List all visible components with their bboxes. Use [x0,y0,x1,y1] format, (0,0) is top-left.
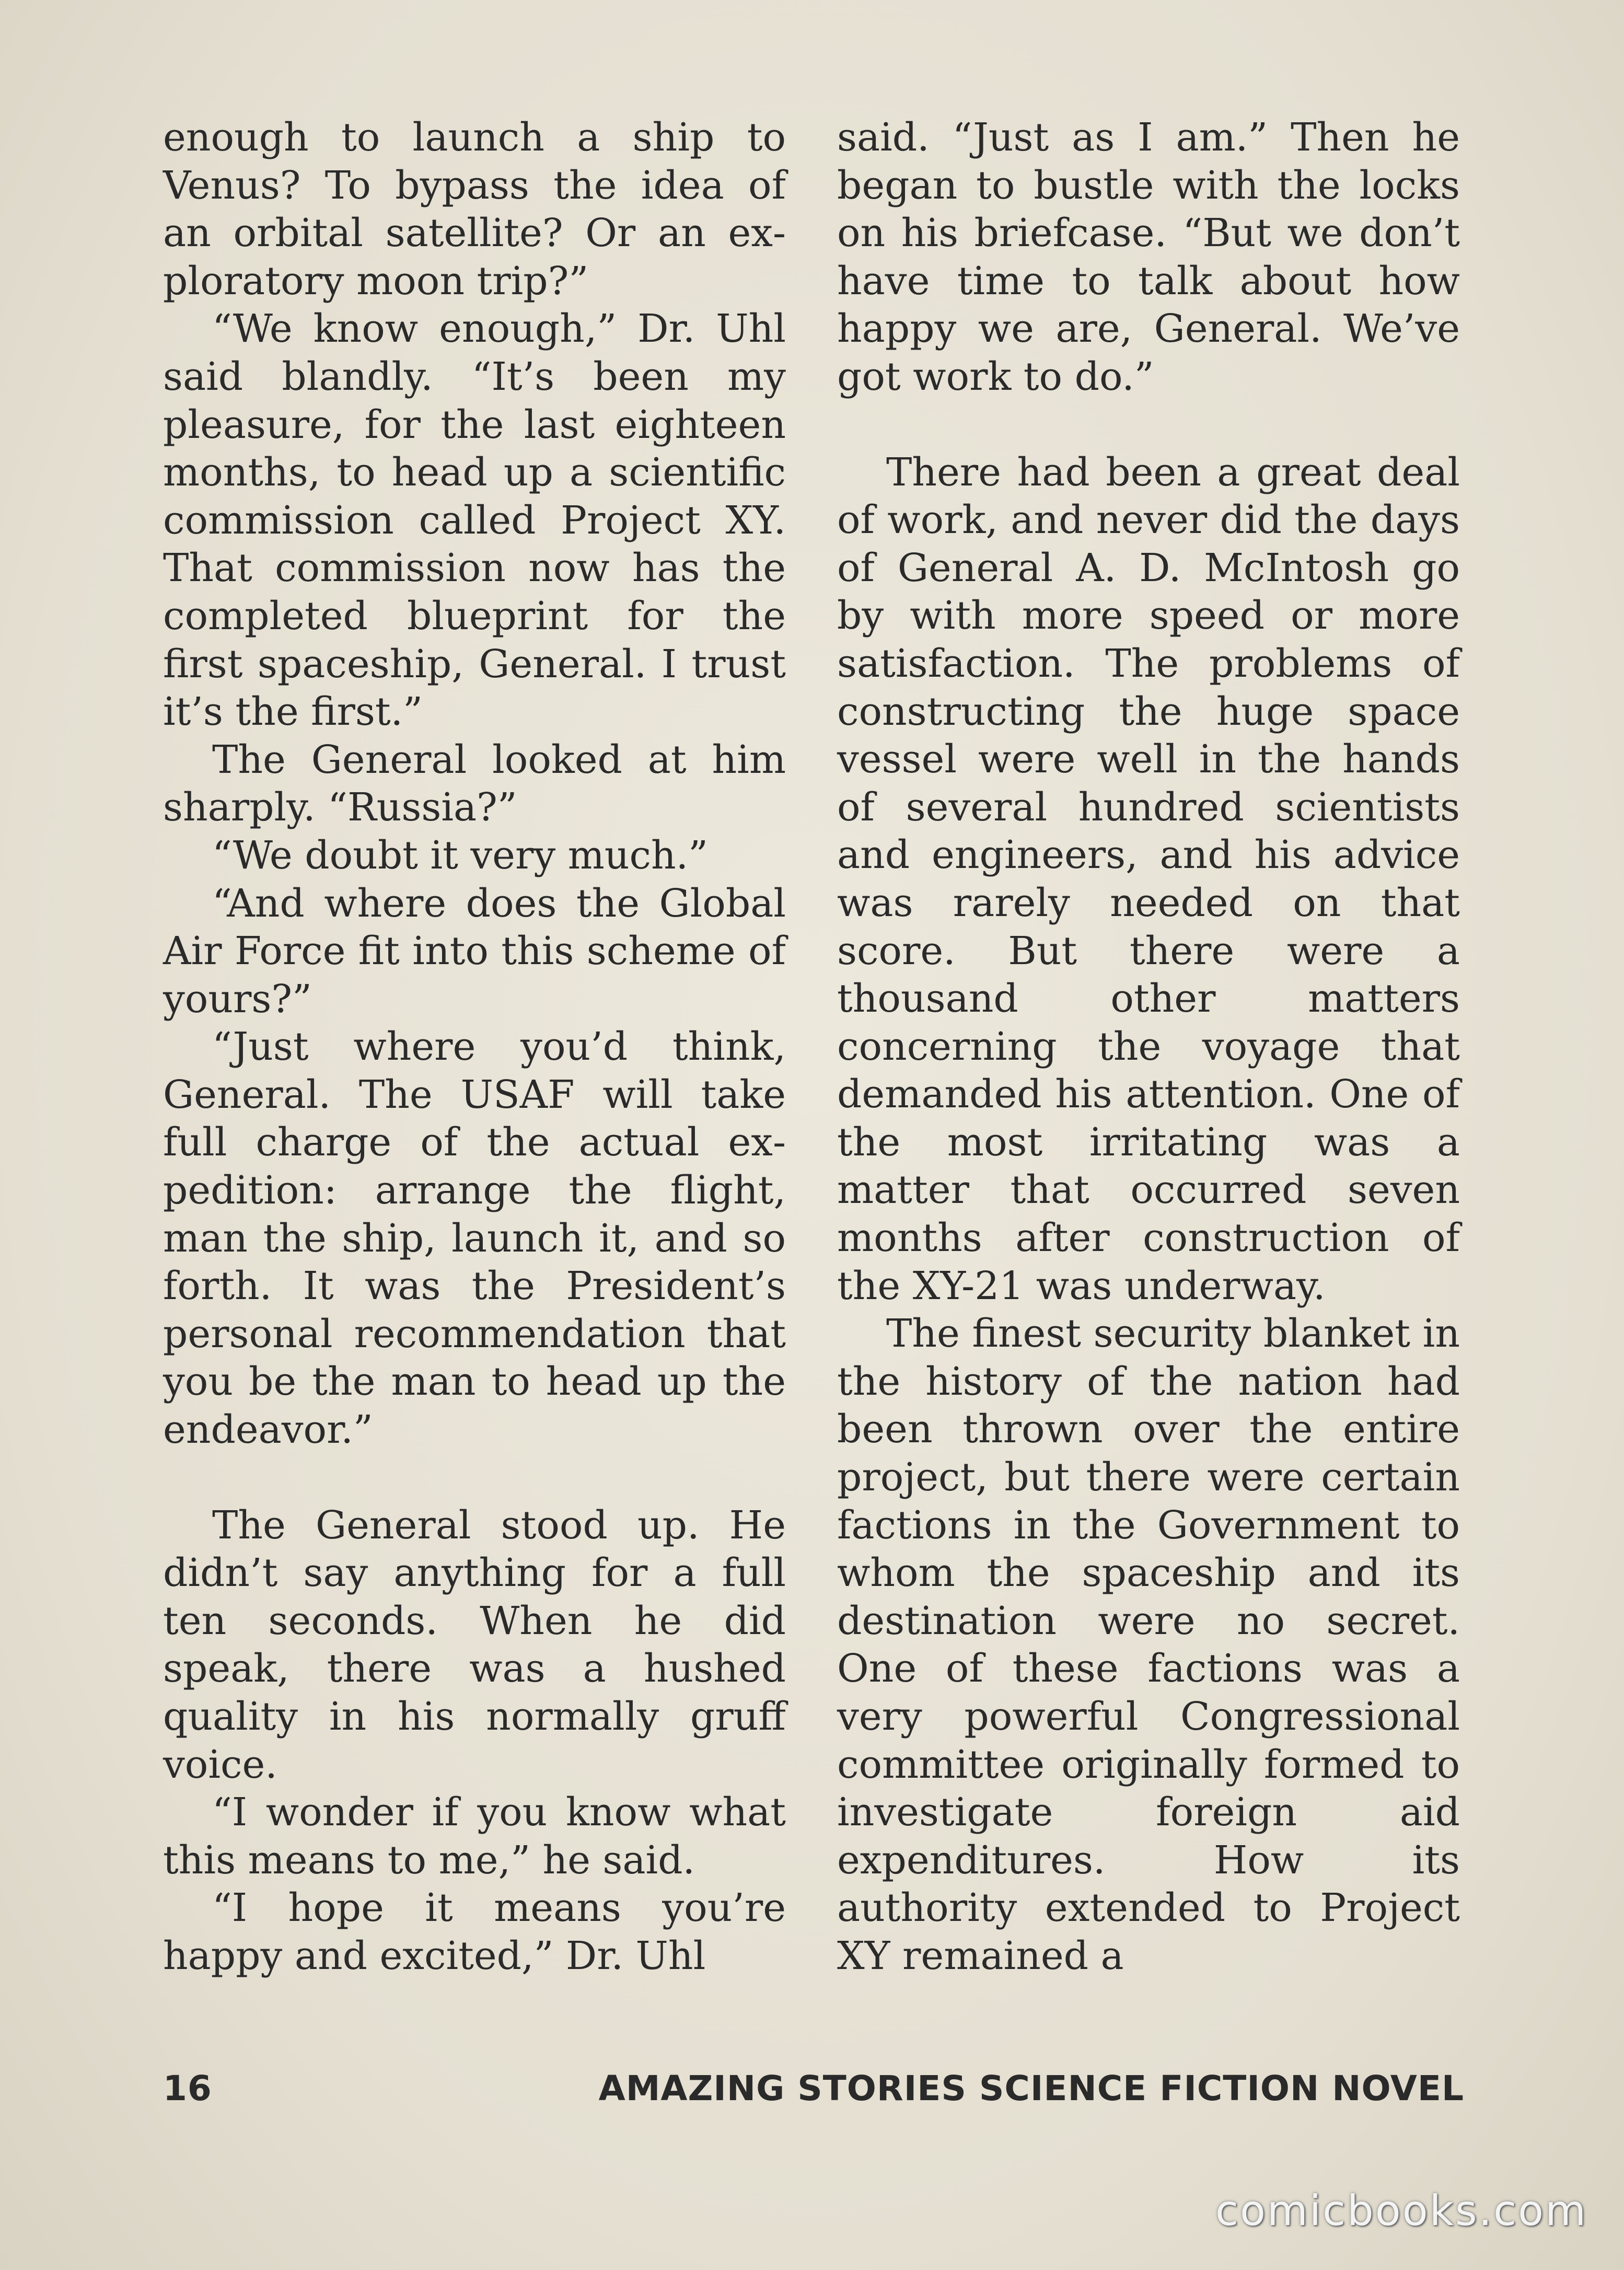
right-text-column [837,114,1460,1981]
paragraph: “I hope it means you’re happy and excited,” Dr. Uhl [163,1885,786,1978]
paragraph: “And where does the Global Air Force fit into this scheme of yours?” [163,881,786,1022]
paragraph: The General stood up. He didn’t say anything for a full ten seconds. When he did speak, there was a hushed quality in his normally gruff voice. [163,1502,786,1787]
paragraph: “Just where you’d think, General. The USAF will take full charge of the actual expedition: arrange the flight, man the ship, launch it, and so forth. It was the President’s personal recommendation that you be the man to head up the endeavor.” [163,1024,786,1453]
paragraph: said. “Just as I am.” Then he began to bustle with the locks on his briefcase. “But we don’t have time to talk about how happy we are, General. We’ve got work to do.” [837,115,1460,399]
paragraph: The finest security blanket in the history of the nation had been thrown over the entire project, but there were certain factions in the Government to whom the spaceship and its destination were no secret. One of these factions was a very powerful Congressional committee originally formed to investigate foreign aid expenditures. How its authority extended to Project XY remained a [837,1311,1460,1978]
paragraph: “We doubt it very much.” [212,832,708,878]
paragraph: The General looked at him sharply. “Russia?” [163,737,786,830]
paragraph: “I wonder if you know what this means to me,” he said. [163,1790,786,1883]
running-title: AMAZING STORIES SCIENCE FICTION NOVEL [598,2068,1464,2109]
paragraph: enough to launch a ship to Venus? To bypass the idea of an orbital satellite? Or an exploratory moon trip?” [163,115,786,304]
watermark: comicbooks.com [1215,2186,1587,2235]
left-text-column [163,114,786,1981]
paragraph: There had been a great deal of work, and never did the days of General A. D. McIntosh go by with more speed or more satisfaction. The problems of constructing the huge space vessel were well in the hands of several hundred scientists and engineers, and his advice was rarely needed on that score. But there were a thousand other matters concerning the voyage that demanded his attention. One of the most irritating was a matter that occurred seven months after construction of the XY-21 was underway. [837,449,1460,1308]
paragraph: “We know enough,” Dr. Uhl said blandly. “It’s been my pleasure, for the last eighteen months, to head up a scientific commission called Project XY. That commission now has the completed blueprint for the first spaceship, General. I trust it’s the first.” [163,306,786,735]
page-number: 16 [163,2068,212,2109]
